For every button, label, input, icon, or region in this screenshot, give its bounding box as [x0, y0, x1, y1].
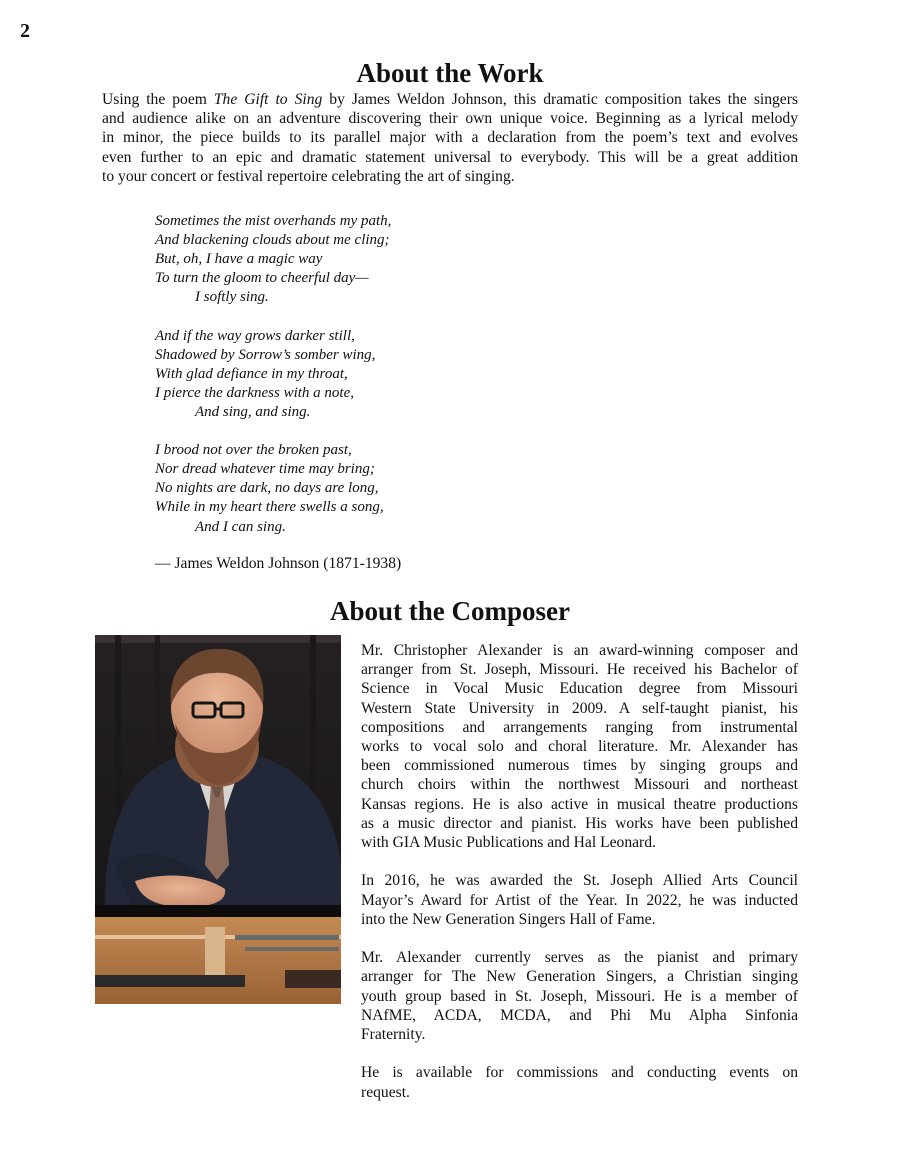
composer-photo — [95, 635, 341, 1004]
poem-line: And I can sing. — [195, 518, 286, 535]
bio-paragraph-4 — [361, 1063, 798, 1101]
bio-line: youth group based in St. Joseph, Missouri. He is a member of — [361, 987, 798, 1005]
about-work-intro — [102, 90, 798, 186]
poem-stanza-3 — [155, 441, 575, 536]
bio-line: with GIA Music Publications and Hal Leonard. — [361, 834, 656, 852]
bio-paragraph-3 — [361, 948, 798, 1044]
poem-line: While in my heart there swells a song, — [155, 499, 384, 516]
intro-text: Using the poem — [102, 91, 214, 108]
poem-line: And sing, and sing. — [195, 403, 311, 420]
intro-line-3: in minor, the piece builds to its parallel major with a declaration from the poem’s text and evolves — [102, 129, 798, 147]
intro-line-2: and audience alike on an adventure discovering their own unique voice. Beginning as a lyrical melody — [102, 110, 798, 128]
poem-line: To turn the gloom to cheerful day— — [155, 270, 369, 287]
poem-line: No nights are dark, no days are long, — [155, 480, 379, 497]
bio-line: Kansas regions. He is also active in musical theatre productions — [361, 795, 798, 813]
intro-line-4: even further to an epic and dramatic statement universal to everybody. This will be a great addition — [102, 148, 798, 166]
poem-line: Nor dread whatever time may bring; — [155, 461, 375, 478]
bio-line: Mr. Christopher Alexander is an award-winning composer and — [361, 642, 798, 659]
poem-attribution: — James Weldon Johnson (1871-1938) — [155, 555, 402, 572]
intro-line-5: to your concert or festival repertoire celebrating the art of singing. — [102, 167, 515, 185]
poem-stanza-1 — [155, 212, 575, 307]
poem — [155, 212, 575, 556]
bio-line: NAfME, ACDA, MCDA, and Phi Mu Alpha Sinfonia — [361, 1006, 798, 1024]
bio-line: compositions and arrangements ranging from instrumental — [361, 718, 798, 736]
bio-line: Mr. Alexander currently serves as the pianist and primary — [361, 949, 798, 967]
about-composer-heading: About the Composer — [330, 596, 570, 626]
bio-line: In 2016, he was awarded the St. Joseph Allied Arts Council — [361, 872, 798, 890]
poem-title: The Gift to Sing — [213, 91, 323, 108]
poem-line: Sometimes the mist overhands my path, — [155, 213, 392, 229]
poem-line: And blackening clouds about me cling; — [155, 232, 390, 249]
poem-line: With glad defiance in my throat, — [155, 365, 348, 382]
bio-line: as a music director and pianist. His works have been published — [361, 814, 798, 832]
intro-line-1 — [102, 90, 798, 109]
page-number: 2 — [20, 20, 30, 42]
poem-line: I brood not over the broken past, — [155, 442, 352, 459]
composer-bio — [361, 641, 798, 1121]
poem-line: Shadowed by Sorrow’s somber wing, — [155, 346, 376, 363]
bio-line: arranger from St. Joseph, Missouri. He received his Bachelor of — [361, 661, 798, 679]
poem-line: I softly sing. — [195, 289, 269, 306]
composer-photo-illustration — [95, 635, 341, 1004]
bio-paragraph-2 — [361, 871, 798, 929]
intro-text: by James Weldon Johnson, this dramatic composition takes the singers — [322, 91, 798, 108]
bio-line: Fraternity. — [361, 1026, 426, 1044]
bio-line: Mayor’s Award for Artist of the Year. In 2022, he was inducted — [361, 891, 798, 909]
bio-line: into the New Generation Singers Hall of Fame. — [361, 910, 656, 928]
about-work-heading: About the Work — [356, 58, 544, 88]
bio-paragraph-1 — [361, 641, 798, 852]
poem-line: I pierce the darkness with a note, — [155, 384, 354, 401]
bio-line: church choirs within the northwest Missouri and northeast — [361, 776, 798, 794]
bio-line: arranger for The New Generation Singers, a Christian singing — [361, 968, 798, 986]
bio-line: Western State University in 2009. A self-taught pianist, his — [361, 699, 798, 717]
poem-stanza-2 — [155, 327, 575, 422]
bio-line: Science in Vocal Music Education degree from Missouri — [361, 680, 798, 698]
poem-line: But, oh, I have a magic way — [155, 251, 323, 268]
poem-line: And if the way grows darker still, — [155, 327, 355, 344]
bio-line: been commissioned numerous times by singing groups and — [361, 757, 798, 775]
bio-line: request. — [361, 1083, 410, 1101]
bio-line: He is available for commissions and conducting events on — [361, 1064, 798, 1082]
bio-line: works to vocal solo and choral literature. Mr. Alexander has — [361, 738, 798, 756]
